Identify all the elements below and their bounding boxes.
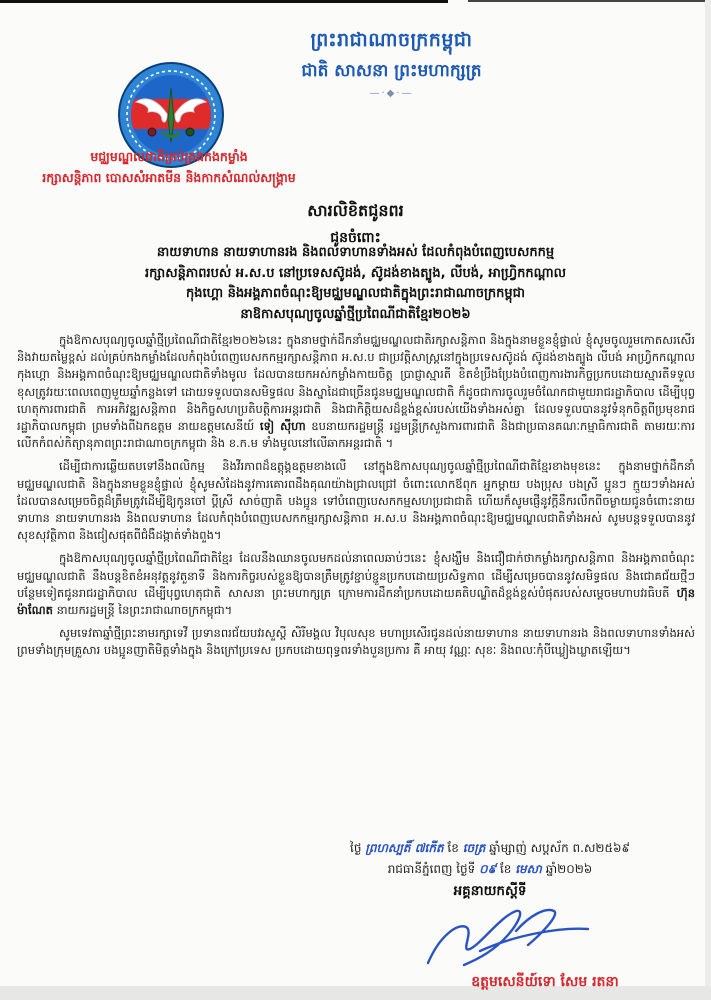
- document-title-line1: សារលិខិតជូនពរ: [307, 201, 404, 220]
- addressee-line: កុងហ្គោ និងអង្គភាពចំណុះឱ្យមជ្ឈមណ្ឌលជាតិក្នុងព្រះរាជាណាចក្រកម្ពុជា: [186, 286, 525, 301]
- gregorian-date-line: [280, 859, 700, 880]
- paragraph-4: សូមទេវតាឆ្នាំថ្មីព្រះនាមរក្សាទេវី ប្រទានពរជ័យបវរសួស្តី សិរីមង្គល វិបុលសុខ មហាប្រសើរជូនដល់នាយទាហាន នាយទាហានរង និងពលទាហានទាំងអស់ ព្រមទាំងក្រុមគ្រួសារ បងប្អូនញាតិមិត្តទាំងក្នុង និងក្រៅប្រទេស ប្រកបដោយពុទ្ធពរទាំងបួនប្រការ គឺ អាយុ វណ្ណៈ សុខៈ និងពលៈកុំបីឃ្លៀងឃ្លាតឡើយ។: [17, 626, 695, 658]
- lunar-date-month-label: ខែ: [447, 841, 459, 855]
- year-suffix: ឆ្នាំ២០២៦: [545, 862, 593, 876]
- scan-artifact-top-line-2: [468, 0, 711, 2]
- organization-name: [4, 146, 334, 188]
- lunar-date-suffix: ឆ្នាំម្សាញ់ សប្តស័ក ព.ស២៥៦៩: [489, 841, 630, 855]
- paragraph-3: [17, 550, 695, 619]
- letter-body: [17, 332, 695, 666]
- lunar-date-handwritten: ព្រហស្បតិ៍ ៧កើត: [365, 841, 444, 855]
- paragraph-1: [17, 332, 695, 452]
- month-handwritten: មេសា: [515, 862, 542, 876]
- month-label: ខែ: [499, 862, 512, 876]
- organization-name-line1: មជ្ឈមណ្ឌលជាតិគ្រប់គ្រងកងកម្លាំង: [90, 149, 248, 164]
- document-title-line2: ជូនចំពោះ: [330, 230, 381, 246]
- scan-artifact-top-line: [0, 0, 448, 3]
- name-hun-manet: ហ៊ុន ម៉ាណែត: [17, 585, 695, 618]
- paragraph-1-text: ក្នុងឱកាសបុណ្យចូលឆ្នាំថ្មីប្រពៃណីជាតិខ្មែរ២០២៦នេះ ក្នុងនាមថ្នាក់ដឹកនាំមជ្ឈមណ្ឌលជាតិរក្សាសន្តិភាព និងក្នុងនាមខ្លួនខ្ញុំផ្ទាល់ ខ្ញុំសូមចូលរួមកោតសរសើរនិងវាយតម្លៃខ្ពស់ ដល់គ្រប់កងកម្លាំងដែលកំពុងបំពេញបេសកកម្មរក្សាសន្តិភាព អ.ស.ប ជាប្រវត្តិសាស្ត្រនៅក្នុងប្រទេសស៊ូដង់ ស៊ូដង់ខាងត្បូង លីបង់ អាហ្វ្រិកកណ្តាល កុងហ្គោ និងអង្គភាពចំណុះឱ្យមជ្ឈមណ្ឌលជាតិទាំងមូល ដែលបានយកអស់កម្លាំងកាយចិត្ត ប្រាជ្ញាស្មារតី ខិតខំប្រឹងប្រែងបំពេញការងារកិច្ចប្រកបដោយស្មារតីទទួលខុសត្រូវរយៈពេលពេញមួយឆ្នាំកន្លងទៅ ដោយទទួលបានសមិទ្ធផល និងស្នាដៃជាច្រើនជូនមជ្ឈមណ្ឌលជាតិ ក៏ដូចជាការចូលរួមចំណែកជាមួយរាជរដ្ឋាភិបាល ដើម្បីបុព្វហេតុការពារជាតិ ការអភិវឌ្ឍសន្តិភាព និងកិច្ចសហប្រតិបត្តិការអន្តរជាតិ និងជាកិត្តិយសដ៏ខ្ពង់ខ្ពស់របស់យើងទាំងអស់គ្នា ដែលទទួលបាននូវទំនុកចិត្តពីប្រមុខរាជរដ្ឋាភិបាលកម្ពុជា ព្រមទាំងពីឯកឧត្តម នាយឧត្តមសេនីយ៍: [17, 333, 695, 434]
- scan-artifact-right-edge: [705, 0, 711, 1000]
- city-date-prefix: រាជធានីភ្នំពេញ ថ្ងៃទី: [387, 862, 476, 876]
- paragraph-3-text-cont: នាយករដ្ឋមន្ត្រី នៃព្រះរាជាណាចក្រកម្ពុជា។: [52, 603, 233, 618]
- addressee-line: នាយទាហាន នាយទាហានរង និងពលទាហានទាំងអស់ ដែលកំពុងបំពេញបេសកកម្ម: [156, 245, 555, 260]
- paragraph-2: ដើម្បីជាការឆ្លើយតបទៅនឹងពលិកម្ម និងវីរភាពដ៏ឧត្តុង្គឧត្តមខាងលើ នៅក្នុងឱកាសបុណ្យចូលឆ្នាំថ្មីប្រពៃណីជាតិខ្មែរខាងមុខនេះ ក្នុងនាមថ្នាក់ដឹកនាំមជ្ឈមណ្ឌលជាតិ និងក្នុងនាមខ្លួនខ្ញុំផ្ទាល់ ខ្ញុំសូមសំដែងនូវការគោរពដឹងគុណយ៉ាងជ្រាលជ្រៅ ចំពោះលោកឪពុក អ្នកម្តាយ បងប្រុស បងស្រី ប្អូនៗ ក្មួយៗទាំងអស់ ដែលបានសម្រេចចិត្តដ៏ត្រឹមត្រូវដើម្បីឱ្យកូនចៅ ប្តីស្រី សាច់ញាតិ បងប្អូន ទៅបំពេញបេសកកម្មសហប្រជាជាតិ ហើយក៏សូមផ្ញើនូវក្តីនឹករលឹកពីចម្ងាយជូនចំពោះនាយទាហាន នាយទាហានរង និងពលទាហាន ដែលកំពុងបំពេញបេសកកម្មរក្សាសន្តិភាព អ.ស.ប និងអង្គភាពចំណុះឱ្យមជ្ឈមណ្ឌលជាតិទាំងអស់ សូមបន្តទទួលបាននូវសុខសុវត្ថិភាព និងជៀសផុតពីជំងឺដង្កាត់ទាំងពួង។: [17, 459, 695, 543]
- organization-name-line2: រក្សាសន្តិភាព បោសសំអាតមីន និងកាកសំណល់សង្គ្រាម: [42, 170, 296, 185]
- day-handwritten: ០៩: [479, 862, 497, 876]
- name-tea-seiha: ទៀ ស៊ីហា: [259, 419, 306, 434]
- lunar-date-prefix: ថ្ងៃ: [350, 841, 362, 855]
- signer-name: ឧត្តមសេនីយ៍ទោ សែម រតនា: [471, 974, 619, 990]
- addressee-line: រក្សាសន្តិភាពរបស់ អ.ស.ប នៅប្រទេសស៊ូដង់, ស៊ូដង់ខាងត្បូង, លីបង់, អាហ្វ្រិកកណ្តាល: [145, 265, 566, 281]
- signature-ink: [420, 905, 630, 975]
- addressee-block: [0, 243, 711, 325]
- signer-position-title: អគ្គនាយកស្ដីទី: [453, 883, 527, 899]
- document-title: [0, 200, 711, 249]
- date-and-signature-block: [280, 838, 700, 902]
- lunar-date-line: [280, 838, 700, 859]
- paragraph-1-text-cont: ឧបនាយករដ្ឋមន្ត្រី រដ្ឋមន្ត្រីក្រសួងការពារជាតិ និងជាប្រធានគណៈកម្មាធិការជាតិ តាមរយៈការលើកកំពស់កិត្យានុភាពព្រះរាជាណាចក្រកម្ពុជា និង ខ.ក.ម ទាំងមូលនៅលើឆាកអន្តរជាតិ ។: [17, 419, 695, 451]
- lunar-month-handwritten: ចេត្រ: [462, 841, 486, 855]
- kingdom-header: [0, 28, 711, 99]
- paragraph-3-text: ក្នុងឱកាសបុណ្យចូលឆ្នាំថ្មីប្រពៃណីជាតិខ្មែរ ដែលនឹងឈានចូលមកដល់នាពេលឆាប់ៗនេះ ខ្ញុំសង្ឃឹម និងជឿជាក់ថាកម្លាំងរក្សាសន្តិភាព និងអង្គភាពចំណុះមជ្ឈមណ្ឌលជាតិ នឹងបន្តខិតខំអនុវត្តនូវតួនាទី និងការកិច្ចរបស់ខ្លួនឱ្យបានត្រឹមត្រូវខ្ជាប់ខ្ជួនប្រកបដោយប្រសិទ្ធភាព ដើម្បីសម្រេចបាននូវសមិទ្ធផល និងជោគជ័យថ្មីៗបន្ថែមទៀតជូនរាជរដ្ឋាភិបាល ដើម្បីបុព្វហេតុជាតិ សាសនា ព្រះមហាក្សត្រ ក្រោមការដឹកនាំប្រកបដោយគតិបណ្ឌិតដ៏ខ្ពង់ខ្ពស់បំផុតរបស់សម្តេចមហាបវរធិបតី: [17, 551, 695, 600]
- kingdom-line2: ជាតិ សាសនា ព្រះមហាក្សត្រ: [301, 61, 482, 81]
- kingdom-line1: ព្រះរាជាណាចក្រកម្ពុជា: [310, 29, 473, 51]
- header-ornament: —·◆·—: [369, 88, 414, 99]
- addressee-line: នាឱកាសបុណ្យចូលឆ្នាំថ្មីប្រពៃណីជាតិខ្មែរ២០២៦: [240, 306, 471, 322]
